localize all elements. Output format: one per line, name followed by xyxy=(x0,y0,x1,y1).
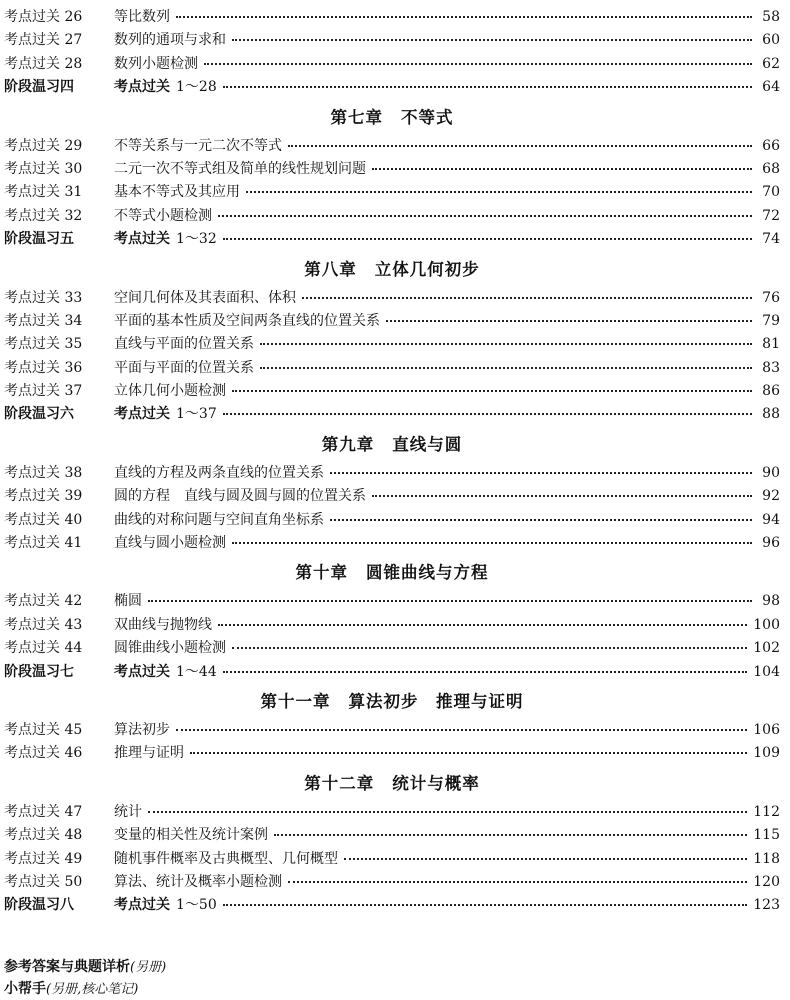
toc-entry[interactable] xyxy=(4,509,780,532)
dot-leader xyxy=(288,141,752,147)
entry-label: 阶段温习四 xyxy=(4,79,74,96)
entry-label: 考点过关 39 xyxy=(4,488,83,505)
entry-title xyxy=(114,894,217,917)
page-number: 86 xyxy=(762,383,780,400)
entry-label: 考点过关 38 xyxy=(4,464,83,481)
entry-title: 平面与平面的位置关系 xyxy=(114,359,254,376)
page-number: 106 xyxy=(753,721,780,738)
dot-leader xyxy=(223,409,752,415)
toc-entry[interactable] xyxy=(4,871,780,894)
review-entry[interactable] xyxy=(4,403,780,426)
page-number: 74 xyxy=(762,231,780,248)
toc-entry[interactable] xyxy=(4,742,780,765)
dot-leader xyxy=(372,164,752,170)
chapter-name: 圆锥曲线与方程 xyxy=(366,563,489,583)
review-entry[interactable] xyxy=(4,228,780,251)
dot-leader xyxy=(176,725,747,731)
toc-entry[interactable] xyxy=(4,205,780,228)
chapter-name: 算法初步 推理与证明 xyxy=(348,691,524,711)
footer-answers-note: (另册) xyxy=(130,960,167,975)
dot-leader xyxy=(223,667,748,673)
entry-label: 考点过关 36 xyxy=(4,359,83,376)
toc-entry[interactable] xyxy=(4,310,780,333)
toc-entry[interactable] xyxy=(4,614,780,637)
page-number: 92 xyxy=(762,488,780,505)
page-number: 118 xyxy=(753,850,780,867)
dot-leader xyxy=(176,12,752,18)
dot-leader xyxy=(260,339,752,345)
entry-label: 考点过关 50 xyxy=(4,873,83,890)
page-number: 94 xyxy=(762,511,780,528)
toc-entry[interactable] xyxy=(4,53,780,76)
toc-entry[interactable] xyxy=(4,532,780,555)
dot-leader xyxy=(302,293,752,299)
toc-entry[interactable] xyxy=(4,590,780,613)
entry-title: 数列小题检测 xyxy=(114,55,198,72)
page-number: 62 xyxy=(762,55,780,72)
entry-label: 阶段温习六 xyxy=(4,406,74,423)
page-number: 58 xyxy=(762,9,780,25)
entry-label: 考点过关 42 xyxy=(4,593,83,610)
entry-title: 算法、统计及概率小题检测 xyxy=(114,873,282,890)
toc-entry[interactable] xyxy=(4,719,780,742)
entry-title xyxy=(114,76,217,99)
page-number: 112 xyxy=(753,803,780,820)
page-number: 102 xyxy=(753,640,780,657)
dot-leader xyxy=(232,643,747,649)
page-number: 120 xyxy=(753,873,780,890)
chapter-number: 第十二章 xyxy=(304,773,375,793)
entry-title: 平面的基本性质及空间两条直线的位置关系 xyxy=(114,312,380,329)
footer-helper xyxy=(4,978,138,998)
entry-label: 考点过关 35 xyxy=(4,336,83,353)
page-number: 79 xyxy=(762,312,780,329)
entry-title: 圆锥曲线小题检测 xyxy=(114,640,226,657)
chapter-number: 第十章 xyxy=(295,563,348,583)
chapter-heading xyxy=(4,555,780,590)
entry-title: 不等式小题检测 xyxy=(114,207,212,224)
toc-entry[interactable] xyxy=(4,824,780,847)
chapter-heading xyxy=(4,766,780,801)
entry-label: 考点过关 43 xyxy=(4,616,83,633)
toc-entry[interactable] xyxy=(4,158,780,181)
entry-title: 基本不等式及其应用 xyxy=(114,184,240,201)
toc-entry[interactable] xyxy=(4,801,780,824)
chapter-number: 第十一章 xyxy=(260,691,331,711)
review-entry[interactable] xyxy=(4,661,780,684)
page-number: 96 xyxy=(762,535,780,552)
review-kd: 考点过关 xyxy=(114,231,170,248)
dot-leader xyxy=(232,386,752,392)
dot-leader xyxy=(386,316,752,322)
entry-title: 变量的相关性及统计案例 xyxy=(114,827,268,844)
chapter-number: 第七章 xyxy=(330,107,383,127)
review-range: 1～44 xyxy=(176,663,217,680)
dot-leader xyxy=(223,900,748,906)
entry-label: 考点过关 30 xyxy=(4,160,83,177)
dot-leader xyxy=(223,82,752,88)
entry-label: 考点过关 28 xyxy=(4,55,83,72)
dot-leader xyxy=(232,35,752,41)
entry-label: 考点过关 29 xyxy=(4,137,83,154)
footer-helper-note: (另册,核心笔记) xyxy=(46,982,139,997)
entry-label: 考点过关 49 xyxy=(4,850,83,867)
toc-entry[interactable] xyxy=(4,485,780,508)
dot-leader xyxy=(288,877,747,883)
entry-title xyxy=(114,228,217,251)
entry-label: 考点过关 27 xyxy=(4,32,83,49)
review-entry[interactable] xyxy=(4,76,780,99)
review-range: 1～32 xyxy=(176,231,217,248)
page-number: 68 xyxy=(762,160,780,177)
dot-leader xyxy=(190,748,747,754)
entry-title: 立体几何小题检测 xyxy=(114,383,226,400)
entry-title xyxy=(114,403,217,426)
entry-label: 考点过关 41 xyxy=(4,535,83,552)
entry-title: 椭圆 xyxy=(114,593,142,610)
dot-leader xyxy=(372,491,752,497)
review-range: 1～37 xyxy=(176,406,217,423)
entry-label: 考点过关 48 xyxy=(4,827,83,844)
entry-title: 二元一次不等式组及简单的线性规划问题 xyxy=(114,160,366,177)
footer-answers-title: 参考答案与典题详析 xyxy=(4,959,130,975)
entry-title: 直线与平面的位置关系 xyxy=(114,336,254,353)
page-number: 104 xyxy=(753,663,780,680)
dot-leader xyxy=(223,234,752,240)
toc-entry[interactable] xyxy=(4,462,780,485)
dot-leader xyxy=(148,596,752,602)
review-kd: 考点过关 xyxy=(114,897,170,914)
toc-entry[interactable] xyxy=(4,357,780,380)
footer-helper-title: 小帮手 xyxy=(4,981,46,997)
entry-title: 统计 xyxy=(114,803,142,820)
entry-title: 直线的方程及两条直线的位置关系 xyxy=(114,464,324,481)
page-number: 88 xyxy=(762,406,780,423)
chapter-number: 第九章 xyxy=(321,434,375,454)
dot-leader xyxy=(246,187,752,193)
page-number: 66 xyxy=(762,137,780,154)
toc-entry[interactable] xyxy=(4,287,780,310)
review-kd: 考点过关 xyxy=(114,663,170,680)
entry-label: 阶段温习八 xyxy=(4,897,74,914)
footer-answers xyxy=(4,956,166,976)
entry-title xyxy=(114,661,217,684)
dot-leader xyxy=(260,363,752,369)
dot-leader xyxy=(148,807,747,813)
entry-title: 不等关系与一元二次不等式 xyxy=(114,137,282,154)
review-kd: 考点过关 xyxy=(114,406,170,423)
page-number: 100 xyxy=(753,616,780,633)
dot-leader xyxy=(218,211,752,217)
page-number: 98 xyxy=(762,593,780,610)
dot-leader xyxy=(330,468,752,474)
entry-label: 考点过关 40 xyxy=(4,511,83,528)
entry-title: 曲线的对称问题与空间直角坐标系 xyxy=(114,511,324,528)
entry-label: 考点过关 32 xyxy=(4,207,83,224)
review-entry[interactable] xyxy=(4,894,780,917)
page-number: 70 xyxy=(762,184,780,201)
dot-leader xyxy=(344,854,747,860)
entry-label: 考点过关 37 xyxy=(4,383,83,400)
entry-label: 考点过关 46 xyxy=(4,745,83,762)
entry-label: 阶段温习七 xyxy=(4,663,74,680)
chapter-heading xyxy=(4,252,780,287)
page-number: 64 xyxy=(762,79,780,96)
review-kd: 考点过关 xyxy=(114,79,170,96)
entry-title: 圆的方程 直线与圆及圆与圆的位置关系 xyxy=(114,488,366,505)
page-number: 76 xyxy=(762,289,780,306)
page-number: 81 xyxy=(762,336,780,353)
review-range: 1～50 xyxy=(176,897,217,914)
dot-leader xyxy=(330,515,752,521)
toc-entry[interactable] xyxy=(4,29,780,52)
dot-leader xyxy=(274,830,747,836)
table-of-contents xyxy=(4,6,780,918)
chapter-name: 统计与概率 xyxy=(392,773,480,793)
toc-entry[interactable] xyxy=(4,181,780,204)
entry-label: 考点过关 44 xyxy=(4,640,83,657)
entry-title: 双曲线与抛物线 xyxy=(114,616,212,633)
entry-title: 空间几何体及其表面积、体积 xyxy=(114,289,296,306)
entry-title: 直线与圆小题检测 xyxy=(114,535,226,552)
entry-title: 数列的通项与求和 xyxy=(114,32,226,49)
page-number: 109 xyxy=(753,745,780,762)
entry-label: 考点过关 47 xyxy=(4,803,83,820)
entry-label: 考点过关 31 xyxy=(4,184,83,201)
entry-title: 等比数列 xyxy=(114,9,170,25)
page-number: 83 xyxy=(762,359,780,376)
review-range: 1～28 xyxy=(176,79,217,96)
entry-label: 考点过关 33 xyxy=(4,289,83,306)
page-number: 115 xyxy=(753,827,780,844)
chapter-name: 立体几何初步 xyxy=(374,259,480,279)
toc-entry[interactable] xyxy=(4,135,780,158)
entry-label: 考点过关 26 xyxy=(4,9,83,25)
entry-title: 推理与证明 xyxy=(114,745,184,762)
chapter-name: 直线与圆 xyxy=(392,434,463,454)
entry-title: 随机事件概率及古典概型、几何概型 xyxy=(114,850,338,867)
chapter-number: 第八章 xyxy=(304,259,357,279)
entry-title: 算法初步 xyxy=(114,721,170,738)
dot-leader xyxy=(204,59,752,65)
page-number: 90 xyxy=(762,464,780,481)
entry-label: 考点过关 45 xyxy=(4,721,83,738)
chapter-heading xyxy=(4,684,780,719)
entry-label: 考点过关 34 xyxy=(4,312,83,329)
toc-entry[interactable] xyxy=(4,333,780,356)
toc-entry[interactable] xyxy=(4,380,780,403)
chapter-name: 不等式 xyxy=(401,107,454,127)
entry-label: 阶段温习五 xyxy=(4,231,74,248)
toc-entry[interactable] xyxy=(4,637,780,660)
page-number: 72 xyxy=(762,207,780,224)
chapter-heading xyxy=(4,100,780,135)
chapter-heading xyxy=(4,427,780,462)
toc-entry[interactable] xyxy=(4,848,780,871)
page-number: 123 xyxy=(753,897,780,914)
dot-leader xyxy=(218,620,747,626)
page-number: 60 xyxy=(762,32,780,49)
toc-entry[interactable] xyxy=(4,6,780,29)
dot-leader xyxy=(232,538,752,544)
